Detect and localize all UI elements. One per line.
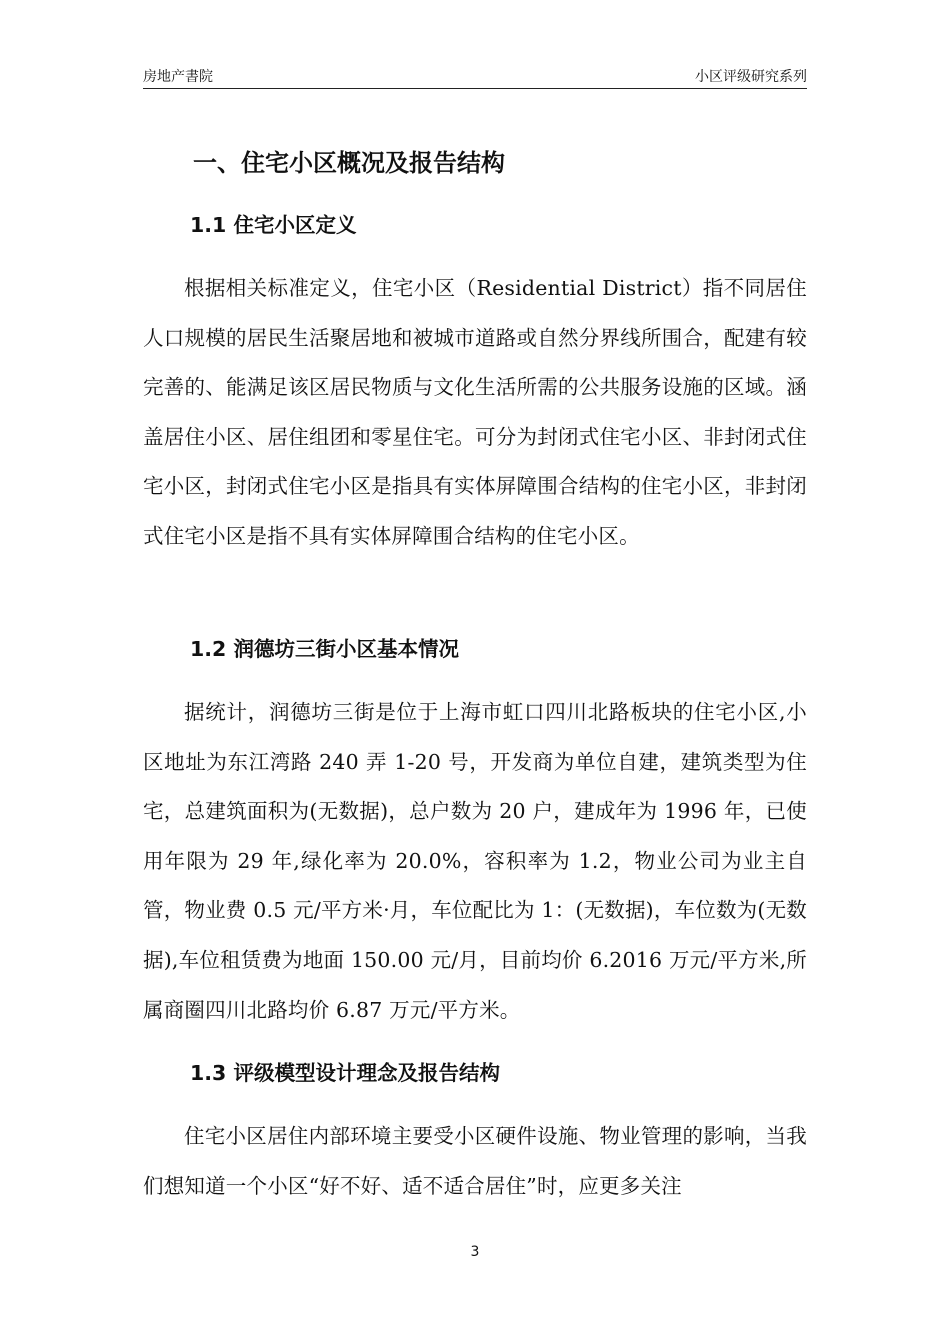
- chapter-title: 一、住宅小区概况及报告结构: [193, 149, 505, 177]
- page-number: 3: [470, 1244, 480, 1260]
- section-heading-1-2: 1.2 润德坊三街小区基本情况: [190, 637, 459, 661]
- section-body-1-3: 住宅小区居住内部环境主要受小区硬件设施、物业管理的影响，当我们想知道一个小区“好不好、适不适合居住”时，应更多关注: [143, 1124, 807, 1198]
- section-body-1-1: 根据相关标准定义，住宅小区（Residential District）指不同居住人口规模的居民生活聚居地和被城市道路或自然分界线所围合，配建有较完善的、能满足该区居民物质与文化生活所需的公共服务设施的区域。涵盖居住小区、居住组团和零星住宅。可分为封闭式住宅小区、非封闭式住宅小区，封闭式住宅小区是指具有实体屏障围合结构的住宅小区，非封闭式住宅小区是指不具有实体屏障围合结构的住宅小区。: [143, 276, 807, 548]
- section-heading-1-3: 1.3 评级模型设计理念及报告结构: [190, 1061, 500, 1085]
- header-publisher: 房地产書院: [143, 69, 213, 85]
- section-body-1-2: 据统计，润德坊三街是位于上海市虹口四川北路板块的住宅小区,小区地址为东江湾路 240 弄 1-20 号，开发商为单位自建，建筑类型为住宅，总建筑面积为(无数据)，总户数为 20 户，建成年为 1996 年，已使用年限为 29 年,绿化率为 20.0%，容积率为 1.2，物业公司为业主自管，物业费 0.5 元/平方米·月，车位配比为 1：(无数据)，车位数为(无数据),车位租赁费为地面 150.00 元/月，目前均价 6.2016 万元/平方米,所属商圈四川北路均价 6.87 万元/平方米。: [143, 700, 807, 1022]
- section-heading-1-1: 1.1 住宅小区定义: [190, 213, 357, 237]
- header-series-title: 小区评级研究系列: [695, 69, 807, 85]
- page-header: [143, 66, 807, 89]
